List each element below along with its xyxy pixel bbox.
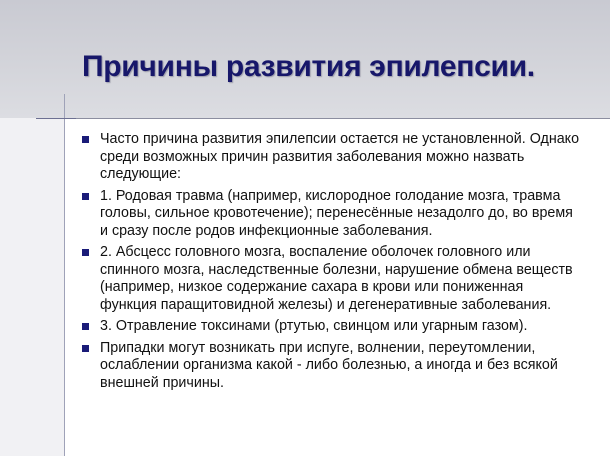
square-bullet-icon <box>82 136 89 143</box>
bullet-text: 2. Абсцесс головного мозга, воспаление оболочек головного или спинного мозга, наследственные болезни, нарушение обмена веществ (например, низкое содержание сахара в крови или пониженная функция паращитовидной железы) и дегенеративные заболевания. <box>100 244 573 313</box>
left-margin-strip <box>0 118 64 456</box>
slide-title: Причины развития эпилепсии. <box>82 50 535 83</box>
bullet-item <box>82 340 582 393</box>
decorative-horizontal-rule <box>36 118 76 119</box>
bullet-item <box>82 131 582 184</box>
decorative-vertical-rule <box>64 94 65 456</box>
square-bullet-icon <box>82 323 89 330</box>
square-bullet-icon <box>82 249 89 256</box>
bullet-text: 3. Отравление токсинами (ртутью, свинцом или угарным газом). <box>100 318 528 334</box>
square-bullet-icon <box>82 193 89 200</box>
square-bullet-icon <box>82 345 89 352</box>
bullet-list <box>82 131 582 396</box>
bullet-item <box>82 244 582 314</box>
bullet-text: 1. Родовая травма (например, кислородное голодание мозга, травма головы, сильное кровотечение); перенесённые незадолго до, во время и сразу после родов инфекционные заболевания. <box>100 187 573 239</box>
bullet-item <box>82 318 582 336</box>
bullet-item <box>82 188 582 241</box>
bullet-text: Часто причина развития эпилепсии остается не установленной. Однако среди возможных причин развития заболевания можно назвать следующие: <box>100 131 580 182</box>
title-divider <box>0 118 610 119</box>
bullet-text: Припадки могут возникать при испуге, волнении, переутомлении, ослаблении организма какой - либо болезнью, а иногда и без всякой внешней причины. <box>100 339 558 391</box>
